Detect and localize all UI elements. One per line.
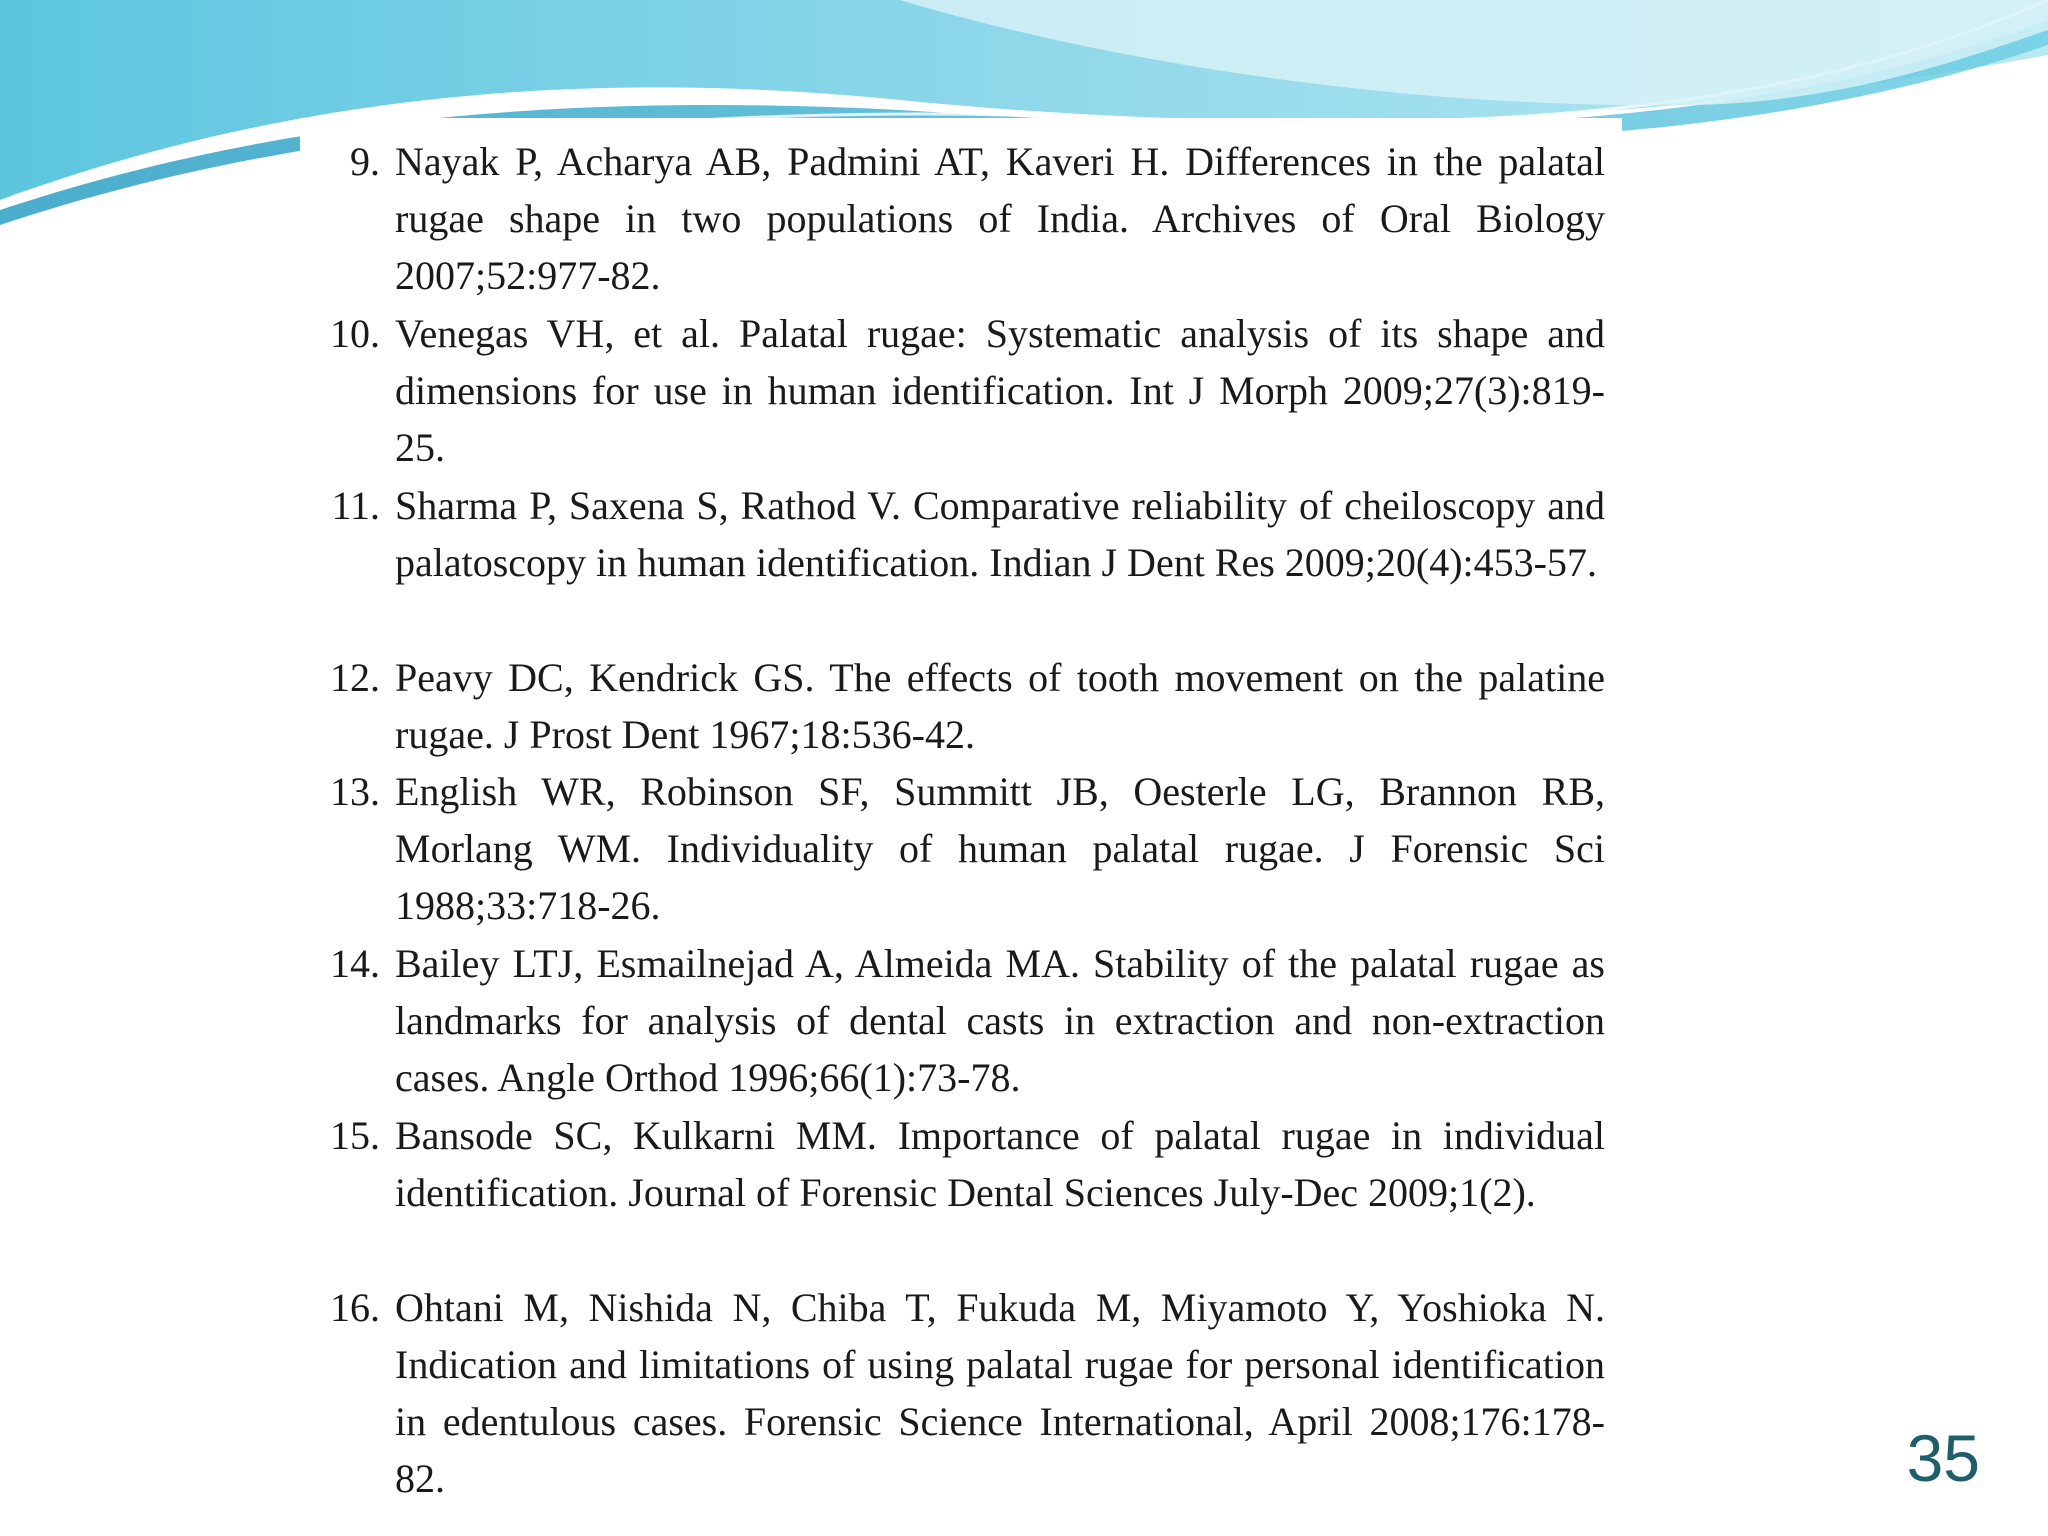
- reference-text: Nayak P, Acharya AB, Padmini AT, Kaveri H. Differences in the palatal rugae shape in two populations of India. Archives of Oral Biology 2007;52:977-82.: [395, 139, 1605, 298]
- page-number: 35: [1906, 1421, 1980, 1495]
- reference-number: 12.: [330, 655, 380, 700]
- reference-text: Ohtani M, Nishida N, Chiba T, Fukuda M, Miyamoto Y, Yoshioka N. Indication and limitations of using palatal rugae for personal identification in edentulous cases. Forensic Science International, April 2008;176:178-82.: [395, 1285, 1605, 1501]
- reference-number: 9.: [350, 139, 380, 184]
- reference-text: Venegas VH, et al. Palatal rugae: Systematic analysis of its shape and dimensions for use in human identification. Int J Morph 2009;27(3):819-25.: [395, 311, 1605, 470]
- reference-number: 13.: [330, 769, 380, 814]
- reference-text: Bailey LTJ, Esmailnejad A, Almeida MA. Stability of the palatal rugae as landmarks for analysis of dental casts in extraction and non-extraction cases. Angle Orthod 1996;66(1):73-78.: [395, 941, 1605, 1100]
- reference-number: 10.: [330, 311, 380, 356]
- reference-text: English WR, Robinson SF, Summitt JB, Oesterle LG, Brannon RB, Morlang WM. Individuality of human palatal rugae. J Forensic Sci 1988;33:718-26.: [395, 769, 1605, 928]
- reference-number: 16.: [330, 1285, 380, 1330]
- reference-number: 14.: [330, 941, 380, 986]
- reference-text: Peavy DC, Kendrick GS. The effects of tooth movement on the palatine rugae. J Prost Dent 1967;18:536-42.: [395, 655, 1605, 757]
- reference-number: 11.: [331, 483, 380, 528]
- reference-number: 15.: [330, 1113, 380, 1158]
- reference-text: Sharma P, Saxena S, Rathod V. Comparative reliability of cheiloscopy and palatoscopy in human identification. Indian J Dent Res 2009;20(4):453-57.: [395, 483, 1605, 585]
- reference-text: Bansode SC, Kulkarni MM. Importance of palatal rugae in individual identification. Journal of Forensic Dental Sciences July-Dec 2009;1(2).: [395, 1113, 1605, 1215]
- references-image: [300, 118, 1622, 1536]
